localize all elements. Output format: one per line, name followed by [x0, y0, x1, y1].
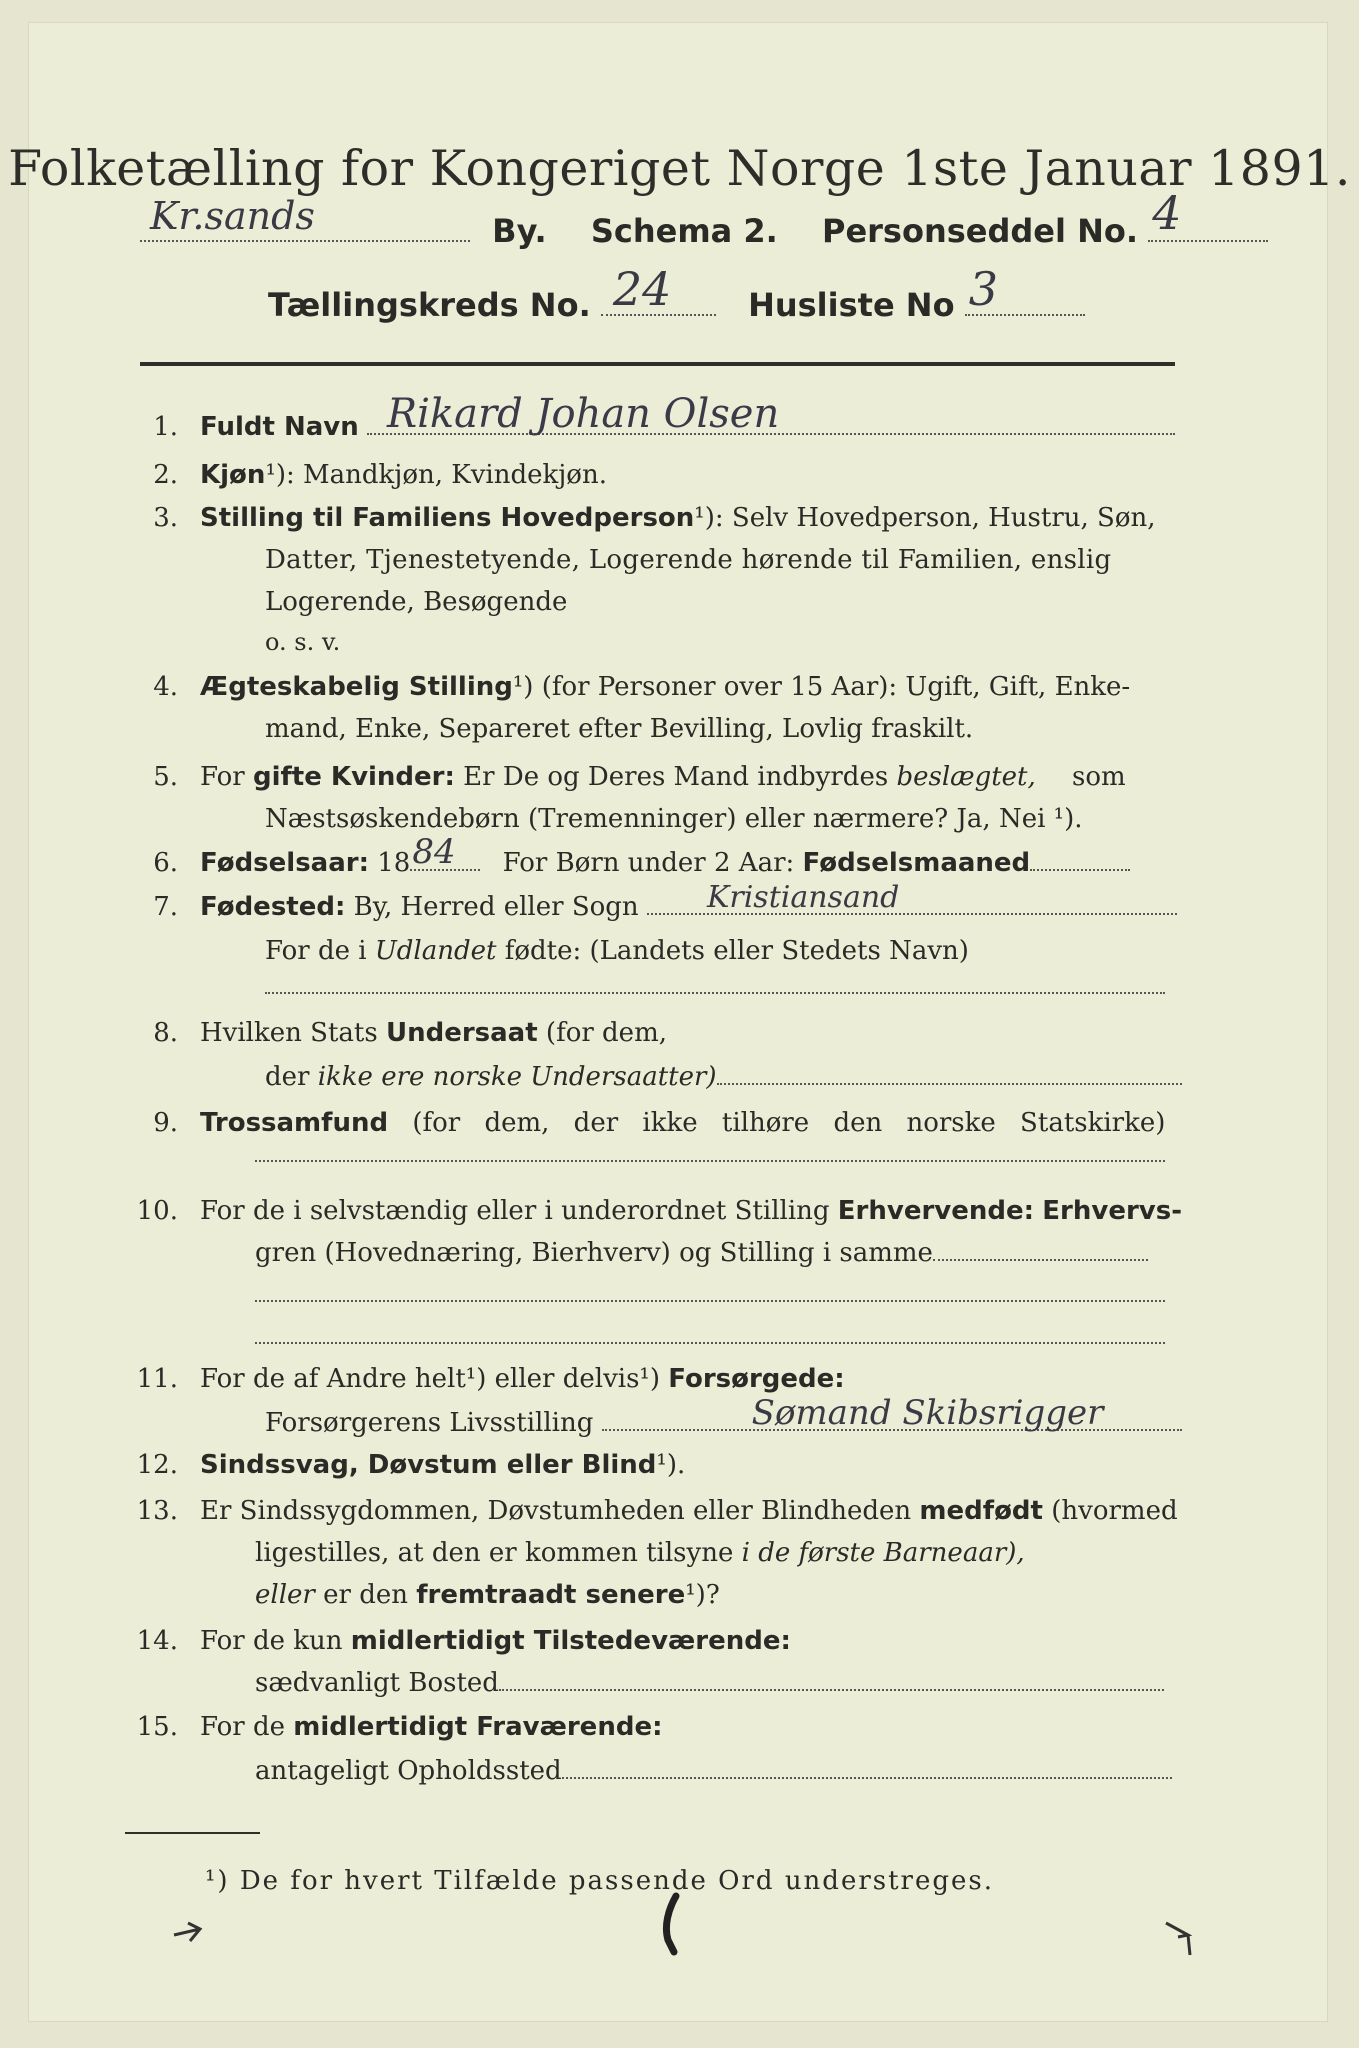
q11-text-2: Forsørgerens Livsstilling	[265, 1408, 594, 1438]
arrow-mark-right-icon	[1160, 1915, 1200, 1965]
q6-label: Fødselsaar:	[200, 848, 369, 878]
q13-line-3	[255, 1580, 720, 1610]
q10-field-3	[255, 1342, 1165, 1344]
q15-line-1	[200, 1712, 662, 1742]
q4-text-1: ¹) (for Personer over 15 Aar): Ugift, Gift, Enke-	[512, 672, 1131, 702]
q7-line-2	[265, 936, 969, 966]
q6-value: 84	[412, 832, 456, 872]
q9-label: Trossamfund	[200, 1108, 389, 1138]
q10-line-2	[255, 1238, 1148, 1268]
q7-field	[647, 880, 1177, 915]
header-line-1	[140, 186, 1268, 250]
q3-text-2: Datter, Tjenestetyende, Logerende hørende til Familien, enslig	[265, 545, 1112, 575]
q11-line-2	[265, 1393, 1182, 1438]
husliste-label: Husliste No	[748, 286, 955, 324]
q15-label: midlertidigt Fraværende:	[293, 1712, 663, 1742]
q11-line-1	[200, 1364, 845, 1394]
q6-prefix: 18	[377, 848, 411, 878]
q10-field-1	[933, 1259, 1148, 1261]
form-title: Folketælling for Kongeriget Norge 1ste Januar 1891.	[8, 140, 1351, 197]
husliste-field	[965, 262, 1085, 316]
q2-number: 2.	[153, 460, 178, 490]
q12-label: Sindssvag, Døvstum eller Blind	[200, 1450, 657, 1480]
q13-text-2-italic: i de første Barneaar),	[741, 1538, 1025, 1568]
q8-label: Undersaat	[385, 1018, 538, 1048]
q12-line	[200, 1450, 685, 1480]
personseddel-field	[1148, 186, 1268, 242]
q5-line-1	[200, 762, 1126, 792]
q10-post: Erhvervs-	[1042, 1196, 1183, 1226]
q8-field	[717, 1083, 1182, 1085]
q9-number: 9.	[153, 1108, 178, 1138]
q2-text: ¹): Mandkjøn, Kvindekjøn.	[265, 460, 607, 490]
q1-label: Fuldt Navn	[200, 412, 359, 442]
header-rule	[140, 362, 1175, 366]
q14-label: midlertidigt Tilstedeværende:	[350, 1626, 791, 1656]
q7-text-2-italic: Udlandet	[374, 936, 497, 966]
q3-label: Stilling til Familiens Hovedperson	[200, 503, 695, 533]
q13-text-3a: er den	[323, 1580, 408, 1610]
q10-number: 10.	[136, 1196, 178, 1226]
personseddel-label: Personseddel No.	[821, 212, 1139, 250]
q6-field	[410, 832, 480, 872]
q4-number: 4.	[153, 672, 178, 702]
header-line-2	[268, 262, 1085, 324]
q14-pre: For de kun	[200, 1626, 343, 1656]
q14-line-2	[255, 1668, 1164, 1698]
q7-number: 7.	[153, 892, 178, 922]
q5-text-1: Er De og Deres Mand indbyrdes	[463, 762, 889, 792]
q13-text-3-italic: eller	[255, 1580, 315, 1610]
q5-text-1-italic: beslægtet,	[896, 762, 1036, 792]
q10-label: Erhvervende:	[837, 1196, 1035, 1226]
q7-value: Kristiansand	[706, 880, 900, 915]
q10-text-2: gren (Hovednæring, Bierhverv) og Stilling i samme	[255, 1238, 933, 1268]
husliste-no: 3	[968, 262, 999, 316]
q3-text-1: ¹): Selv Hovedperson, Hustru, Søn,	[694, 503, 1156, 533]
q4-label: Ægteskabelig Stilling	[200, 672, 513, 702]
q10-field-2	[255, 1300, 1165, 1302]
q13-text-3-bold: fremtraadt senere	[416, 1580, 686, 1610]
personseddel-no: 4	[1152, 186, 1182, 240]
q1-line	[200, 391, 1175, 442]
q10-line-1	[200, 1196, 1182, 1226]
q6-line	[200, 832, 1130, 878]
town-field	[140, 194, 470, 242]
q15-line-2	[255, 1756, 1172, 1786]
q3-text-4: o. s. v.	[265, 628, 341, 656]
q11-label: Forsørgede:	[668, 1364, 845, 1394]
q6-number: 6.	[153, 848, 178, 878]
q2-line	[200, 460, 607, 490]
q13-number: 13.	[136, 1496, 178, 1526]
q5-text-1-end: som	[1072, 762, 1126, 792]
q7-foreign-field	[265, 992, 1165, 994]
q8-number: 8.	[153, 1018, 178, 1048]
q1-field	[367, 391, 1175, 437]
q14-number: 14.	[136, 1626, 178, 1656]
q2-label: Kjøn	[200, 460, 266, 490]
q3-text-3: Logerende, Besøgende	[265, 587, 568, 617]
q13-line-2	[255, 1538, 1025, 1568]
footnote: ¹) De for hvert Tilfælde passende Ord understreges.	[205, 1866, 995, 1896]
q14-text-2: sædvanligt Bosted	[255, 1668, 499, 1698]
q15-number: 15.	[136, 1712, 178, 1742]
q13-text-3c: ¹)?	[685, 1580, 720, 1610]
q8-post: (for dem,	[545, 1018, 667, 1048]
q11-value: Sømand Skibsrigger	[751, 1393, 1104, 1433]
q5-text-2: Næstsøskendebørn (Tremenninger) eller nærmere? Ja, Nei ¹).	[265, 804, 1083, 834]
town-handwritten: Kr.sands	[150, 194, 315, 238]
q9-field	[255, 1160, 1165, 1162]
q11-number: 11.	[136, 1364, 178, 1394]
q5-number: 5.	[153, 762, 178, 792]
q14-line-1	[200, 1626, 791, 1656]
q8-text-2a: der	[265, 1062, 310, 1092]
q13-text-1-bold: medfødt	[919, 1496, 1043, 1526]
q7-text: By, Herred eller Sogn	[353, 892, 639, 922]
q3-number: 3.	[153, 503, 178, 533]
q8-text-2-italic: ikke ere norske Undersaatter)	[317, 1062, 717, 1092]
ink-mark-icon	[650, 1890, 690, 1960]
q15-pre: For de	[200, 1712, 285, 1742]
q14-field	[499, 1689, 1164, 1691]
q6-month-field	[1030, 869, 1130, 871]
q13-text-1a: Er Sindssygdommen, Døvstumheden eller Blindheden	[200, 1496, 912, 1526]
q8-line-2	[265, 1062, 1182, 1092]
q11-field	[602, 1393, 1182, 1433]
q9-line-1	[200, 1108, 1165, 1138]
q9-text: (for dem, der ikke tilhøre den norske Statskirke)	[412, 1108, 1166, 1138]
q4-text-2: mand, Enke, Separeret efter Bevilling, Lovlig fraskilt.	[265, 714, 974, 744]
q13-line-1	[200, 1496, 1178, 1526]
q1-value: Rikard Johan Olsen	[387, 391, 780, 437]
schema-label: Schema 2.	[590, 212, 778, 250]
q12-number: 12.	[136, 1450, 178, 1480]
q8-line-1	[200, 1018, 667, 1048]
by-label: By.	[492, 212, 547, 250]
tellingskreds-label: Tællingskreds No.	[268, 286, 591, 324]
q8-pre: Hvilken Stats	[200, 1018, 378, 1048]
q7-text-2b: fødte: (Landets eller Stedets Navn)	[504, 936, 969, 966]
q7-label: Fødested:	[200, 892, 346, 922]
q7-line-1	[200, 880, 1177, 922]
q13-text-1c: (hvormed	[1051, 1496, 1178, 1526]
q5-label: gifte Kvinder:	[252, 762, 455, 792]
q12-post: ¹).	[656, 1450, 686, 1480]
q11-pre: For de af Andre helt¹) eller delvis¹)	[200, 1364, 660, 1394]
q13-text-2a: ligestilles, at den er kommen tilsyne	[255, 1538, 734, 1568]
q5-pre: For	[200, 762, 245, 792]
arrow-mark-left-icon	[170, 1915, 210, 1955]
q15-field	[562, 1777, 1172, 1779]
q6-mid: For Børn under 2 Aar:	[502, 848, 795, 878]
tellingskreds-no: 24	[612, 262, 672, 316]
q1-number: 1.	[153, 412, 178, 442]
q15-text-2: antageligt Opholdssted	[255, 1756, 562, 1786]
q7-text-2a: For de i	[265, 936, 367, 966]
q3-line-1	[200, 503, 1156, 533]
tellingskreds-field	[601, 262, 716, 316]
footnote-rule	[125, 1832, 260, 1834]
q10-pre: For de i selvstændig eller i underordnet Stilling	[200, 1196, 830, 1226]
q6-label-2: Fødselsmaaned	[802, 848, 1031, 878]
q4-line-1	[200, 672, 1130, 702]
